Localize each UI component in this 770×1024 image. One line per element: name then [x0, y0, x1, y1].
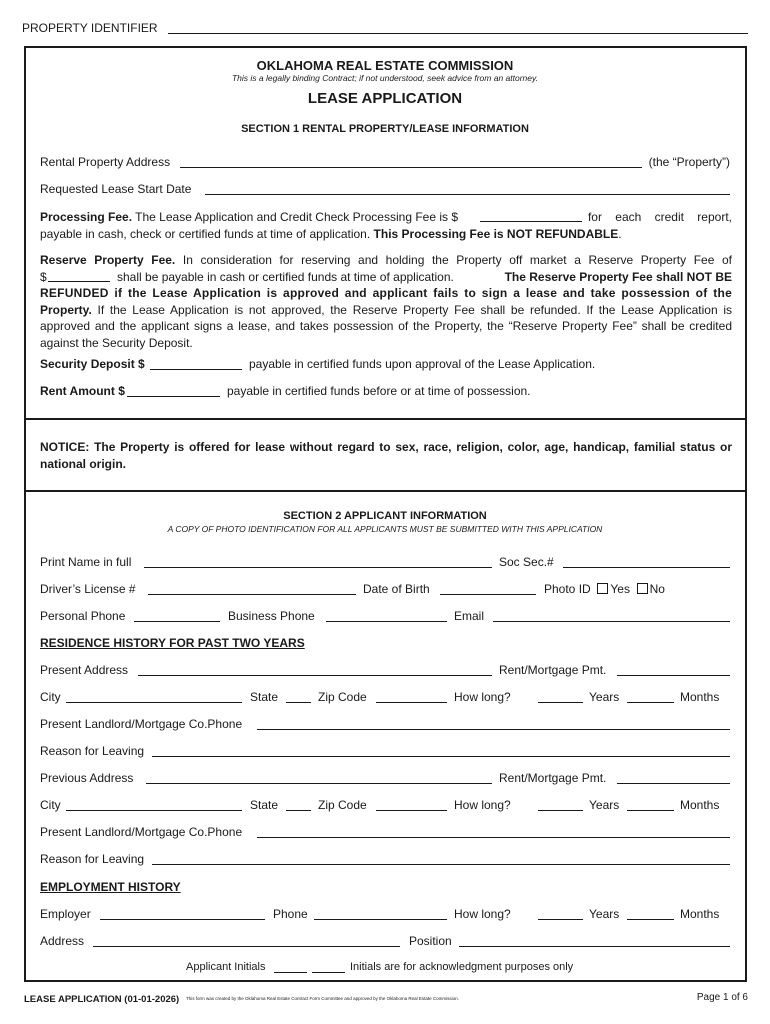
drivers-license-row — [40, 582, 730, 598]
security-deposit-field[interactable] — [150, 357, 242, 370]
property-identifier-label: PROPERTY IDENTIFIER — [22, 21, 158, 35]
page-title: LEASE APPLICATION — [307, 90, 463, 107]
prev-years-label: Years — [589, 798, 620, 812]
months-label: Months — [680, 690, 720, 704]
prev-how-long-label: How long? — [454, 798, 511, 812]
employer-address-field[interactable] — [93, 934, 400, 947]
employer-phone-field[interactable] — [314, 907, 447, 920]
city-field[interactable] — [66, 690, 242, 703]
photo-id-yes-checkbox[interactable] — [597, 583, 608, 594]
section1-heading: SECTION 1 RENTAL PROPERTY/LEASE INFORMATION — [241, 123, 529, 135]
state-field[interactable] — [286, 690, 311, 703]
prev-zip-label: Zip Code — [318, 798, 367, 812]
prev-zip-field[interactable] — [376, 798, 447, 811]
footer-doc-id: LEASE APPLICATION (01-01-2026) — [24, 994, 180, 1005]
employer-label: Employer — [40, 907, 91, 921]
notice-text — [40, 439, 732, 472]
rental-address-field[interactable] — [180, 155, 642, 168]
position-label: Position — [409, 934, 452, 948]
prev-state-label: State — [250, 798, 279, 812]
position-field[interactable] — [459, 934, 730, 947]
section2-heading: SECTION 2 APPLICANT INFORMATION — [283, 510, 487, 522]
employment-history-heading: EMPLOYMENT HISTORY — [40, 880, 181, 894]
employer-how-long-label: How long? — [454, 907, 511, 921]
employer-address-label: Address — [40, 934, 85, 948]
processing-fee-payable: payable in cash, check or certified funds at time of application. — [40, 226, 371, 241]
email-field[interactable] — [493, 609, 730, 622]
photo-id-no-label: No — [649, 582, 665, 596]
prev-landlord-field[interactable] — [257, 825, 730, 838]
lease-start-field[interactable] — [205, 182, 730, 195]
present-address-field[interactable] — [138, 663, 492, 676]
landlord-field[interactable] — [257, 717, 730, 730]
zip-label: Zip Code — [318, 690, 367, 704]
rent-amount-field[interactable] — [127, 384, 220, 397]
dob-label: Date of Birth — [363, 582, 430, 596]
initials-field-2[interactable] — [312, 960, 345, 973]
drivers-license-field[interactable] — [148, 582, 356, 595]
photo-id-no-checkbox[interactable] — [637, 583, 648, 594]
footer-note: This form was created by the Oklahoma Real Estate Contract Form Committee and approved by the Oklahoma Real Estate Commission. — [186, 996, 459, 1001]
reserve-fee-title: Reserve Property Fee. — [40, 253, 176, 267]
years-field[interactable] — [538, 690, 583, 703]
security-deposit-text: payable in certified funds upon approval of the Lease Application. — [249, 357, 596, 371]
disclaimer: This is a legally binding Contract; if not understood, seek advice from an attorney. — [231, 73, 538, 83]
processing-fee-paragraph — [40, 209, 732, 242]
previous-address-field[interactable] — [146, 771, 492, 784]
reserve-fee-bold3: Property. — [40, 302, 92, 317]
notice-line2: national origin. — [40, 456, 126, 471]
reason-label: Reason for Leaving — [40, 744, 145, 758]
the-property-label: (the “Property”) — [648, 155, 730, 169]
employer-months-field[interactable] — [627, 907, 674, 920]
city-label: City — [40, 690, 61, 704]
rent-amount-text: payable in certified funds before or at time of possession. — [227, 384, 531, 398]
photo-id-yes-label: Yes — [610, 582, 630, 596]
reserve-fee-text1: In consideration for reserving and holding the Property off market a Reserve Property Fee of — [182, 253, 733, 267]
processing-fee-nonrefundable: This Processing Fee is NOT REFUNDABLE — [373, 226, 619, 241]
photo-id-label: Photo ID — [544, 582, 591, 596]
employer-field[interactable] — [100, 907, 265, 920]
previous-address-label: Previous Address — [40, 771, 134, 785]
reserve-fee-bold2: REFUNDED if the Lease Application is approved and applicant fails to sign a lease and take possession of the — [40, 286, 732, 300]
prev-months-field[interactable] — [627, 798, 674, 811]
employer-years-field[interactable] — [538, 907, 583, 920]
property-identifier-field[interactable] — [168, 21, 748, 34]
reserve-fee-text2: shall be payable in cash or certified funds at time of application. — [117, 269, 454, 284]
print-name-field[interactable] — [144, 555, 492, 568]
soc-sec-label: Soc Sec.# — [499, 555, 554, 569]
prev-rent-mortgage-field[interactable] — [617, 771, 730, 784]
print-name-label: Print Name in full — [40, 555, 132, 569]
rent-mortgage-field[interactable] — [617, 663, 730, 676]
prev-city-field[interactable] — [66, 798, 242, 811]
period: . — [618, 226, 622, 241]
prev-city-label: City — [40, 798, 61, 812]
reserve-fee-amount-field[interactable] — [48, 269, 110, 282]
zip-field[interactable] — [376, 690, 447, 703]
landlord-label: Present Landlord/Mortgage Co.Phone — [40, 717, 243, 731]
rent-mortgage-label: Rent/Mortgage Pmt. — [499, 663, 607, 677]
personal-phone-field[interactable] — [134, 609, 220, 622]
state-label: State — [250, 690, 279, 704]
reserve-fee-paragraph — [40, 252, 732, 351]
initials-note: Initials are for acknowledgment purposes only — [350, 961, 574, 973]
commission-title: OKLAHOMA REAL ESTATE COMMISSION — [256, 58, 514, 73]
personal-phone-label: Personal Phone — [40, 609, 126, 623]
processing-fee-amount-field[interactable] — [480, 209, 582, 222]
soc-sec-field[interactable] — [563, 555, 730, 568]
reserve-fee-bold1: The Reserve Property Fee shall NOT BE — [504, 269, 732, 284]
processing-fee-text: The Lease Application and Credit Check Processing Fee is $ — [135, 210, 459, 224]
reserve-fee-text3: If the Lease Application is not approved, the Reserve Property Fee shall be refunded. If the Lease Application is — [97, 302, 732, 317]
employer-phone-label: Phone — [273, 907, 308, 921]
reserve-fee-text5: against the Security Deposit. — [40, 335, 193, 350]
prev-state-field[interactable] — [286, 798, 311, 811]
prev-landlord-label: Present Landlord/Mortgage Co.Phone — [40, 825, 243, 839]
prev-reason-field[interactable] — [152, 852, 730, 865]
employer-years-label: Years — [589, 907, 620, 921]
security-deposit-row — [40, 357, 730, 373]
business-phone-field[interactable] — [326, 609, 447, 622]
section2-subheading: A COPY OF PHOTO IDENTIFICATION FOR ALL APPLICANTS MUST BE SUBMITTED WITH THIS APPLICATION — [167, 524, 603, 534]
residence-history-heading: RESIDENCE HISTORY FOR PAST TWO YEARS — [40, 636, 305, 650]
years-label: Years — [589, 690, 620, 704]
page-number: Page 1 of 6 — [696, 992, 748, 1003]
processing-fee-title: Processing Fee. — [40, 210, 133, 224]
how-long-label: How long? — [454, 690, 511, 704]
reserve-fee-text4: approved and the applicant signs a lease, and takes possession of the Property, the “Reserve Property Fee” shall be credited — [40, 319, 732, 333]
business-phone-label: Business Phone — [228, 609, 315, 623]
reserve-dollar: $ — [40, 269, 47, 284]
prev-months-label: Months — [680, 798, 720, 812]
months-field[interactable] — [627, 690, 674, 703]
photo-id-group — [544, 582, 665, 596]
initials-field-1[interactable] — [274, 960, 307, 973]
prev-reason-label: Reason for Leaving — [40, 852, 145, 866]
prev-rent-mortgage-label: Rent/Mortgage Pmt. — [499, 771, 607, 785]
lease-start-label: Requested Lease Start Date — [40, 182, 192, 196]
applicant-initials-label: Applicant Initials — [186, 961, 266, 973]
present-address-label: Present Address — [40, 663, 129, 677]
employer-months-label: Months — [680, 907, 720, 921]
prev-years-field[interactable] — [538, 798, 583, 811]
notice-line1: NOTICE: The Property is offered for lease without regard to sex, race, religion, color, age, handicap, familial status or — [40, 440, 732, 454]
processing-fee-per-report: for each credit report, — [587, 210, 732, 224]
rent-amount-label: Rent Amount $ — [40, 384, 125, 398]
rental-address-label: Rental Property Address — [40, 155, 171, 169]
dob-field[interactable] — [440, 582, 536, 595]
reason-field[interactable] — [152, 744, 730, 757]
security-deposit-label: Security Deposit $ — [40, 357, 145, 371]
drivers-license-label: Driver’s License # — [40, 582, 136, 596]
email-label: Email — [454, 609, 485, 623]
